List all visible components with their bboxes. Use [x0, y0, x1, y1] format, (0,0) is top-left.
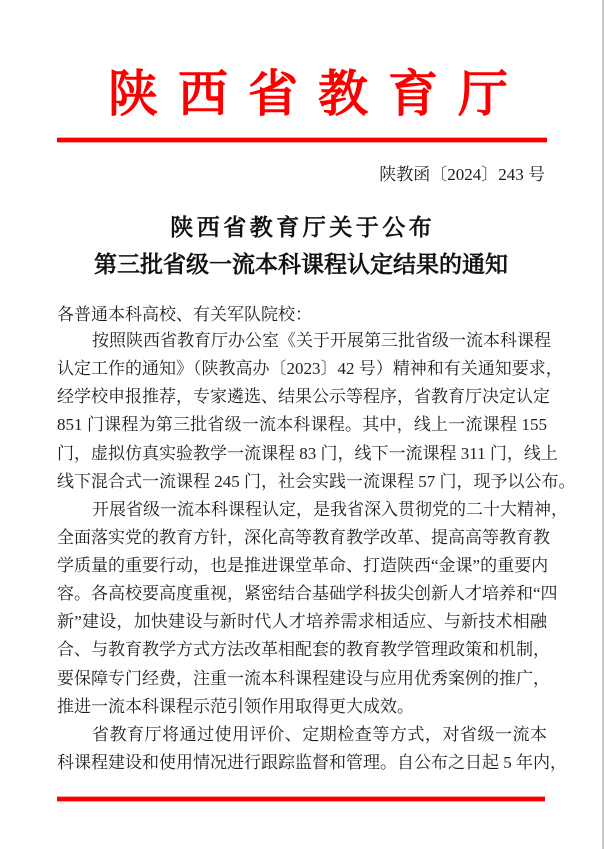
body-line: 851 门课程为第三批省级一流本科课程。其中，线上一流课程 155 — [57, 415, 547, 435]
document-body — [57, 327, 576, 777]
body-line: 容。各高校要高度重视，紧密结合基础学科拔尖创新人才培养和“四 — [57, 584, 558, 604]
body-line: 要保障专门经费，注重一流本科课程建设与应用优秀案例的推广， — [57, 668, 550, 688]
notice-title-line2: 第三批省级一流本科课程认定结果的通知 — [94, 252, 508, 277]
letterhead-title: 陕西省教育厅 — [108, 66, 528, 122]
body-line: 门，虚拟仿真实验教学一流课程 83 门，线下一流课程 311 门，线上 — [57, 443, 558, 463]
body-line: 经学校申报推荐，专家遴选、结果公示等程序，省教育厅决定认定 — [57, 387, 550, 407]
body-line: 开展省级一流本科课程认定，是我省深入贯彻党的二十大精神， — [92, 499, 568, 519]
body-line: 新”建设，加快建设与新时代人才培养需求相适应、与新技术相融 — [57, 612, 547, 632]
body-line: 按照陕西省教育厅办公室《关于开展第三批省级一流本科课程 — [92, 331, 551, 350]
document-number: 陕教函〔2024〕243 号 — [379, 165, 545, 184]
body-line: 全面落实党的教育方针，深化高等教育教学改革、提高高等教育教 — [57, 527, 550, 547]
body-line: 合、与教育教学方式方法改革相配套的教育教学管理政策和机制， — [57, 640, 550, 660]
body-line: 认定工作的通知》（陕教高办〔2023〕42 号）精神和有关通知要求， — [57, 359, 563, 379]
body-line: 省教育厅将通过使用评价、定期检查等方式，对省级一流本 — [92, 724, 547, 744]
body-line: 学质量的重要行动，也是推进课堂革命、打造陕西“金课”的重要内 — [57, 556, 549, 575]
body-line: 线下混合式一流课程 245 门，社会实践一流课程 57 门，现予以公布。 — [57, 471, 576, 491]
footer-divider-line — [57, 797, 545, 801]
salutation: 各普通本科高校、有关军队院校： — [57, 305, 312, 324]
notice-title-line1: 陕西省教育厅关于公布 — [170, 215, 436, 240]
letterhead-divider-line — [57, 138, 547, 142]
body-line: 科课程建设和使用情况进行跟踪监督和管理。自公布之日起 5 年内， — [57, 752, 567, 772]
body-line: 推进一流本科课程示范引领作用取得更大成效。 — [57, 696, 414, 716]
